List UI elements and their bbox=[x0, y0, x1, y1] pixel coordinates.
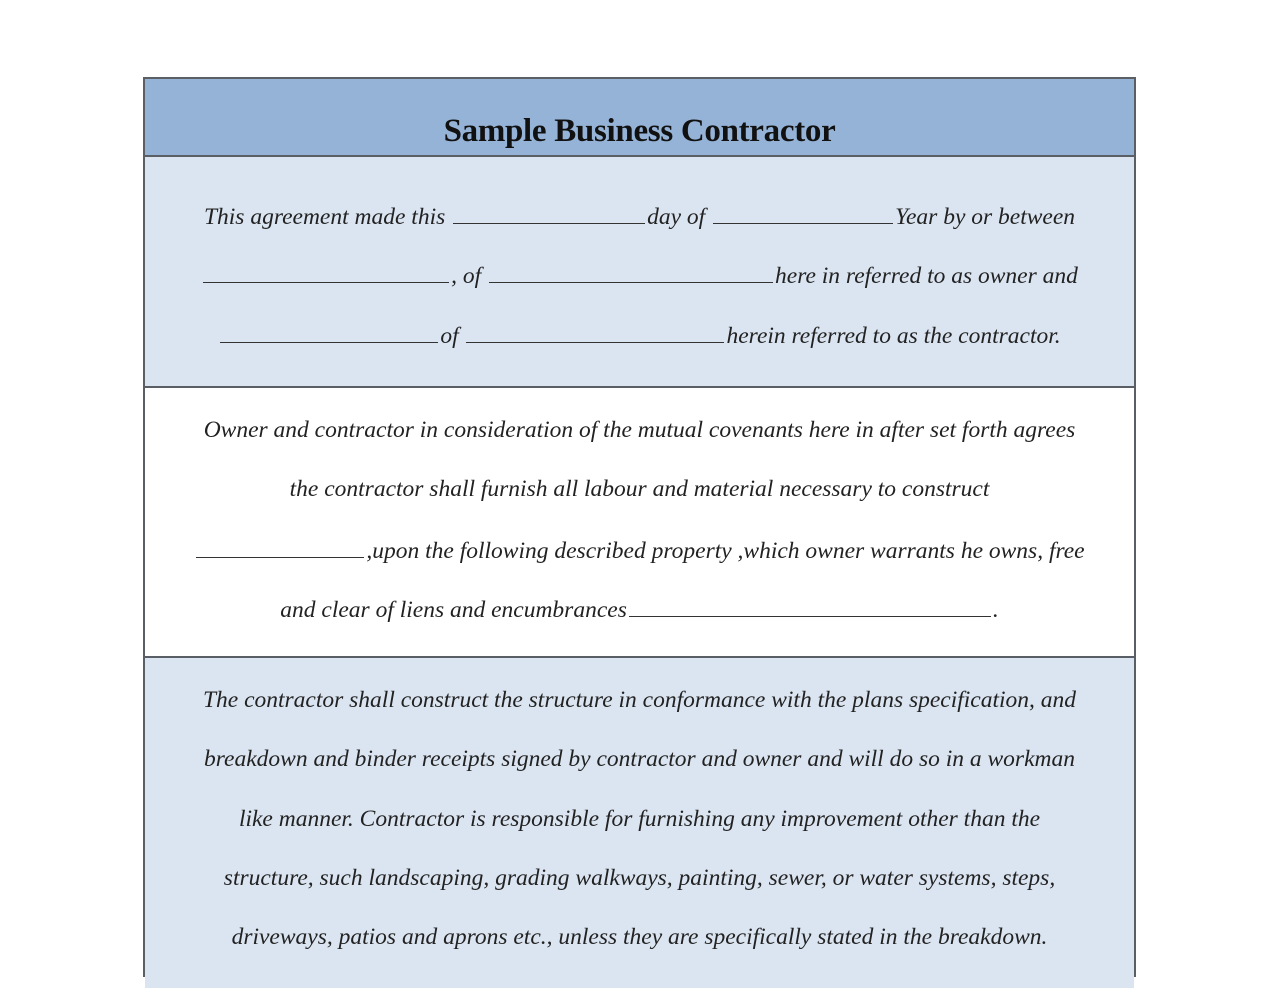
paragraph-line-5 bbox=[145, 925, 1134, 984]
responsibilities-section bbox=[145, 658, 1134, 988]
year-text: Year by or between bbox=[895, 204, 1076, 230]
paragraph-line-3 bbox=[145, 807, 1134, 866]
title-bar bbox=[145, 79, 1134, 157]
furnish-text: the contractor shall furnish all labour and material necessary to construct bbox=[289, 476, 990, 503]
owner-ref-text: here in referred to as owner and bbox=[775, 263, 1078, 290]
paragraph-line-2 bbox=[145, 747, 1134, 806]
property-line bbox=[145, 537, 1134, 596]
parties-section bbox=[145, 157, 1134, 388]
owner-line bbox=[145, 262, 1134, 321]
paragraph-text-5: driveways, patios and aprons etc., unless they are specifically stated in the breakdown. bbox=[231, 924, 1048, 951]
agreement-date-line bbox=[145, 203, 1134, 262]
day-blank-field[interactable] bbox=[453, 203, 645, 224]
contractor-of-text: of bbox=[440, 322, 459, 349]
contractor-address-blank-field[interactable] bbox=[466, 322, 724, 343]
paragraph-text-3: like manner. Contractor is responsible for furnishing any improvement other than the bbox=[238, 805, 1041, 832]
contractor-ref-text: herein referred to as the contractor. bbox=[726, 322, 1061, 349]
owner-address-blank-field[interactable] bbox=[489, 262, 773, 283]
month-blank-field[interactable] bbox=[713, 203, 893, 224]
paragraph-text-2: breakdown and binder receipts signed by contractor and owner and will do so in a workman bbox=[204, 746, 1075, 773]
paragraph-line-4 bbox=[145, 866, 1134, 925]
property-text: ,upon the following described property ,which owner warrants he owns, free bbox=[366, 537, 1085, 564]
paragraph-text-4: structure, such landscaping, grading walkways, painting, sewer, or water systems, steps, bbox=[223, 864, 1056, 891]
owner-of-text: , of bbox=[451, 263, 482, 290]
liens-line bbox=[145, 596, 1134, 655]
furnish-line bbox=[145, 477, 1134, 536]
paragraph-text-1: The contractor shall construct the structure in conformance with the plans specification, and bbox=[202, 687, 1077, 713]
covenants-line bbox=[145, 418, 1134, 477]
day-of-text: day of bbox=[647, 204, 706, 230]
contract-form bbox=[143, 77, 1136, 977]
contractor-line bbox=[145, 322, 1134, 381]
construct-blank-field[interactable] bbox=[196, 537, 364, 558]
contractor-name-blank-field[interactable] bbox=[220, 322, 438, 343]
covenants-text: Owner and contractor in consideration of the mutual covenants here in after set forth agrees bbox=[203, 417, 1076, 443]
owner-name-blank-field[interactable] bbox=[203, 262, 449, 283]
liens-end-text: . bbox=[992, 596, 999, 623]
paragraph-line-1 bbox=[145, 688, 1134, 747]
construction-section bbox=[145, 388, 1134, 658]
agreement-text: This agreement made this bbox=[203, 204, 446, 230]
liens-text: and clear of liens and encumbrances bbox=[280, 596, 627, 623]
property-description-blank-field[interactable] bbox=[629, 596, 991, 617]
form-title: Sample Business Contractor bbox=[443, 112, 836, 149]
